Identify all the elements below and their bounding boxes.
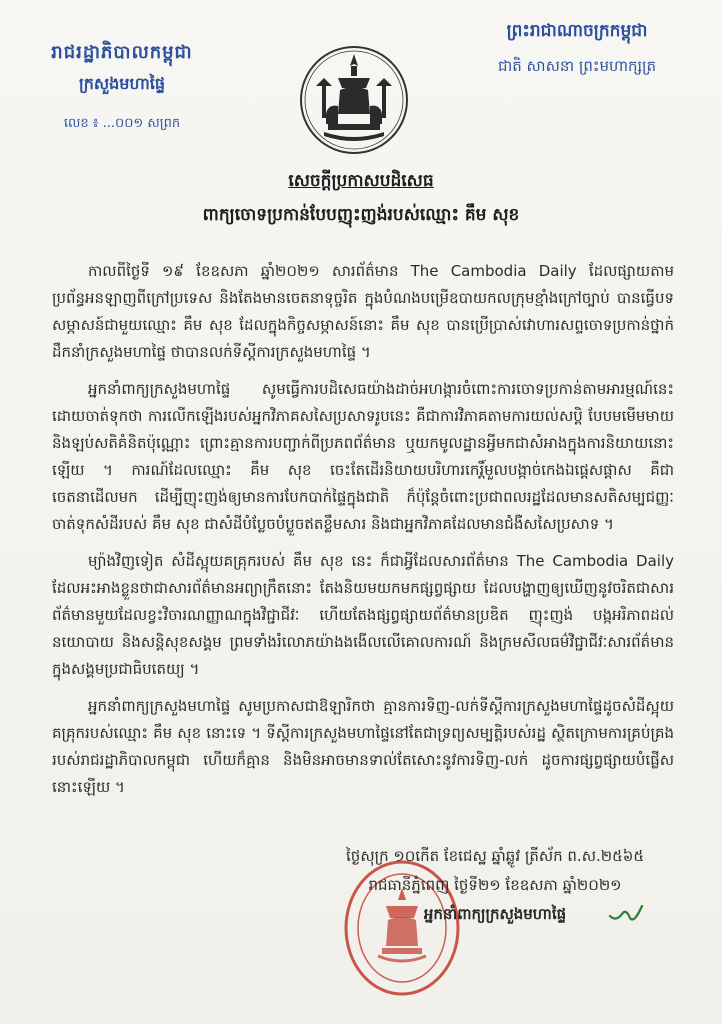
royal-emblem-icon xyxy=(298,44,410,156)
paragraph-1: កាលពីថ្ងៃទី ១៩ ខែឧសភា ឆ្នាំ២០២១ សារព័ត៌មាន The Cambodia Daily ដែលផ្សាយតាមប្រព័ន្ធអនឡាញពីក្រៅប្រទេស និងតែងមានចេតនាទុច្ចរិត ក្នុងបំណងបម្រើឧបាយកលក្រុមខ្មាំងក្រៅច្បាប់ បានធ្វើបទសម្ភាសន៍ជាមួយឈ្មោះ គឹម សុខ ដែលក្នុងកិច្ចសម្ភាសន៍នោះ គឹម សុខ បានប្រើប្រាស់វោហារសព្ទចោទប្រកាន់ថ្នាក់ដឹកនាំក្រសួងមហាផ្ទៃ ថាបានលក់ទីស្ដីការក្រសួងមហាផ្ទៃ ។ xyxy=(52,262,674,361)
header-left xyxy=(22,40,222,134)
paragraph-2: អ្នកនាំពាក្យក្រសួងមហាផ្ទៃ សូមធ្វើការបដិសេធយ៉ាងដាច់អហង្ការចំពោះការចោទប្រកាន់តាមអារម្មណ៍នេះ ដោយចាត់ទុកថា ការលើកឡើងរបស់អ្នកវិភាគសសៃប្រសាទរូបនេះ គឺជាការវិភាគតាមការយល់សប្ដិ បែបមមើមមាយ និងឡប់សតិគំនិតប៉ុណ្ណោះ ព្រោះគ្មានការបញ្ជាក់ពីប្រភពព័ត៌មាន ឬយកមូលដ្ឋានអ្វីមកជាសំអាងក្នុងការនិយាយនោះឡើយ ។ ការណ៍ដែលឈ្មោះ គឹម សុខ ចេះតែដើរនិយាយបរិហារកេរ្ដិ៍មួលបង្កាច់កេងឯផ្ដេសផ្ដាស គឺជាចេតនាដើលមក ដើម្បីញុះញង់ឲ្យមានការបែកបាក់ផ្ទៃក្នុងជាតិ ក៏ប៉ុន្ដែចំពោះប្រជាពលរដ្ឋដែលមានសតិសម្បជញ្ញៈ ចាត់ទុកសំដីរបស់ គឹម សុខ ជាសំដីបំប្លែចបំប្លួចឥតខ្លឹមសារ និងជាអ្នកវិភាគដែលមានជំងឺសសៃប្រសាទ ។ xyxy=(52,380,674,533)
reference-number: លេខ ៖ ...០០១ សព្រក xyxy=(63,116,181,131)
document-title: សេចក្ដីប្រកាសបដិសេធ xyxy=(288,171,434,191)
document-body xyxy=(52,258,674,811)
paragraph-3: ម្យ៉ាងវិញទៀត សំដីស្អុយគគ្រុករបស់ គឹម សុខ នេះ ក៏ជាអ្វីដែលសារព័ត៌មាន The Cambodia Daily ដែលអះអាងខ្លួនថាជាសារព័ត៌មានអព្យាក្រឹតនោះ តែងនិយមយកមកផ្សព្វផ្សាយ ដែលបង្ហាញឲ្យឃើញនូវចរិតជាសារព័ត៌មានមួយដែលខ្វះវិចារណញ្ញាណក្នុងវិជ្ជាជីវៈ ហើយតែងផ្សព្វផ្សាយព័ត៌មានប្រឌិត ញុះញង់ បង្កអរិភាពដល់នយោបាយ និងសន្ដិសុខសង្គម ព្រមទាំងរំលោភយ៉ាងងងើលលើគោលការណ៍ និងក្រមសីលធម៌វិជ្ជាជីវៈសារព័ត៌មាន ក្នុងសង្គមប្រជាធិបតេយ្យ ។ xyxy=(52,552,674,678)
signature-mark xyxy=(606,900,646,926)
solar-date: រាជធានីភ្នំពេញ ថ្ងៃទី២១ ខែឧសភា ឆ្នាំ២០២១ xyxy=(368,876,622,894)
header-right xyxy=(472,20,682,79)
national-motto: ជាតិ សាសនា ព្រះមហាក្សត្រ xyxy=(497,57,657,75)
ministry-name: ក្រសួងមហាផ្ទៃ xyxy=(78,74,165,93)
lunar-date: ថ្ងៃសុក្រ ១០កើត ខែជេស្ឋ ឆ្នាំឆ្លូវ ត្រីស័ក ព.ស.២៥៦៥ xyxy=(346,847,644,865)
signatory-title: អ្នកនាំពាក្យក្រសួងមហាផ្ទៃ xyxy=(423,905,567,923)
government-name: រាជរដ្ឋាភិបាលកម្ពុជា xyxy=(51,42,193,63)
kingdom-name: ព្រះរាជាណាចក្រកម្ពុជា xyxy=(506,21,648,41)
paragraph-4: អ្នកនាំពាក្យក្រសួងមហាផ្ទៃ សូមប្រកាសជាឱឡារិកថា គ្មានការទិញ-លក់ទីស្ដីការក្រសួងមហាផ្ទៃដូចសំដីស្អុយគគ្រុករបស់ឈ្មោះ គឹម សុខ នោះទេ ។ ទីស្ដីការក្រសួងមហាផ្ទៃនៅតែជាទ្រព្យសម្បត្តិរបស់រដ្ឋ ស្ថិតក្រោមការគ្រប់គ្រងរបស់រាជរដ្ឋាភិបាលកម្ពុជា ហើយក៏គ្មាន និងមិនអាចមានទាល់តែសោះនូវការទិញ-លក់ ដូចការផ្សព្វផ្សាយបំផ្លើសនោះឡើយ ។ xyxy=(52,697,674,796)
document-subtitle: ពាក្យចោទប្រកាន់បែបញុះញង់របស់ឈ្មោះ គឹម សុខ xyxy=(202,205,520,225)
